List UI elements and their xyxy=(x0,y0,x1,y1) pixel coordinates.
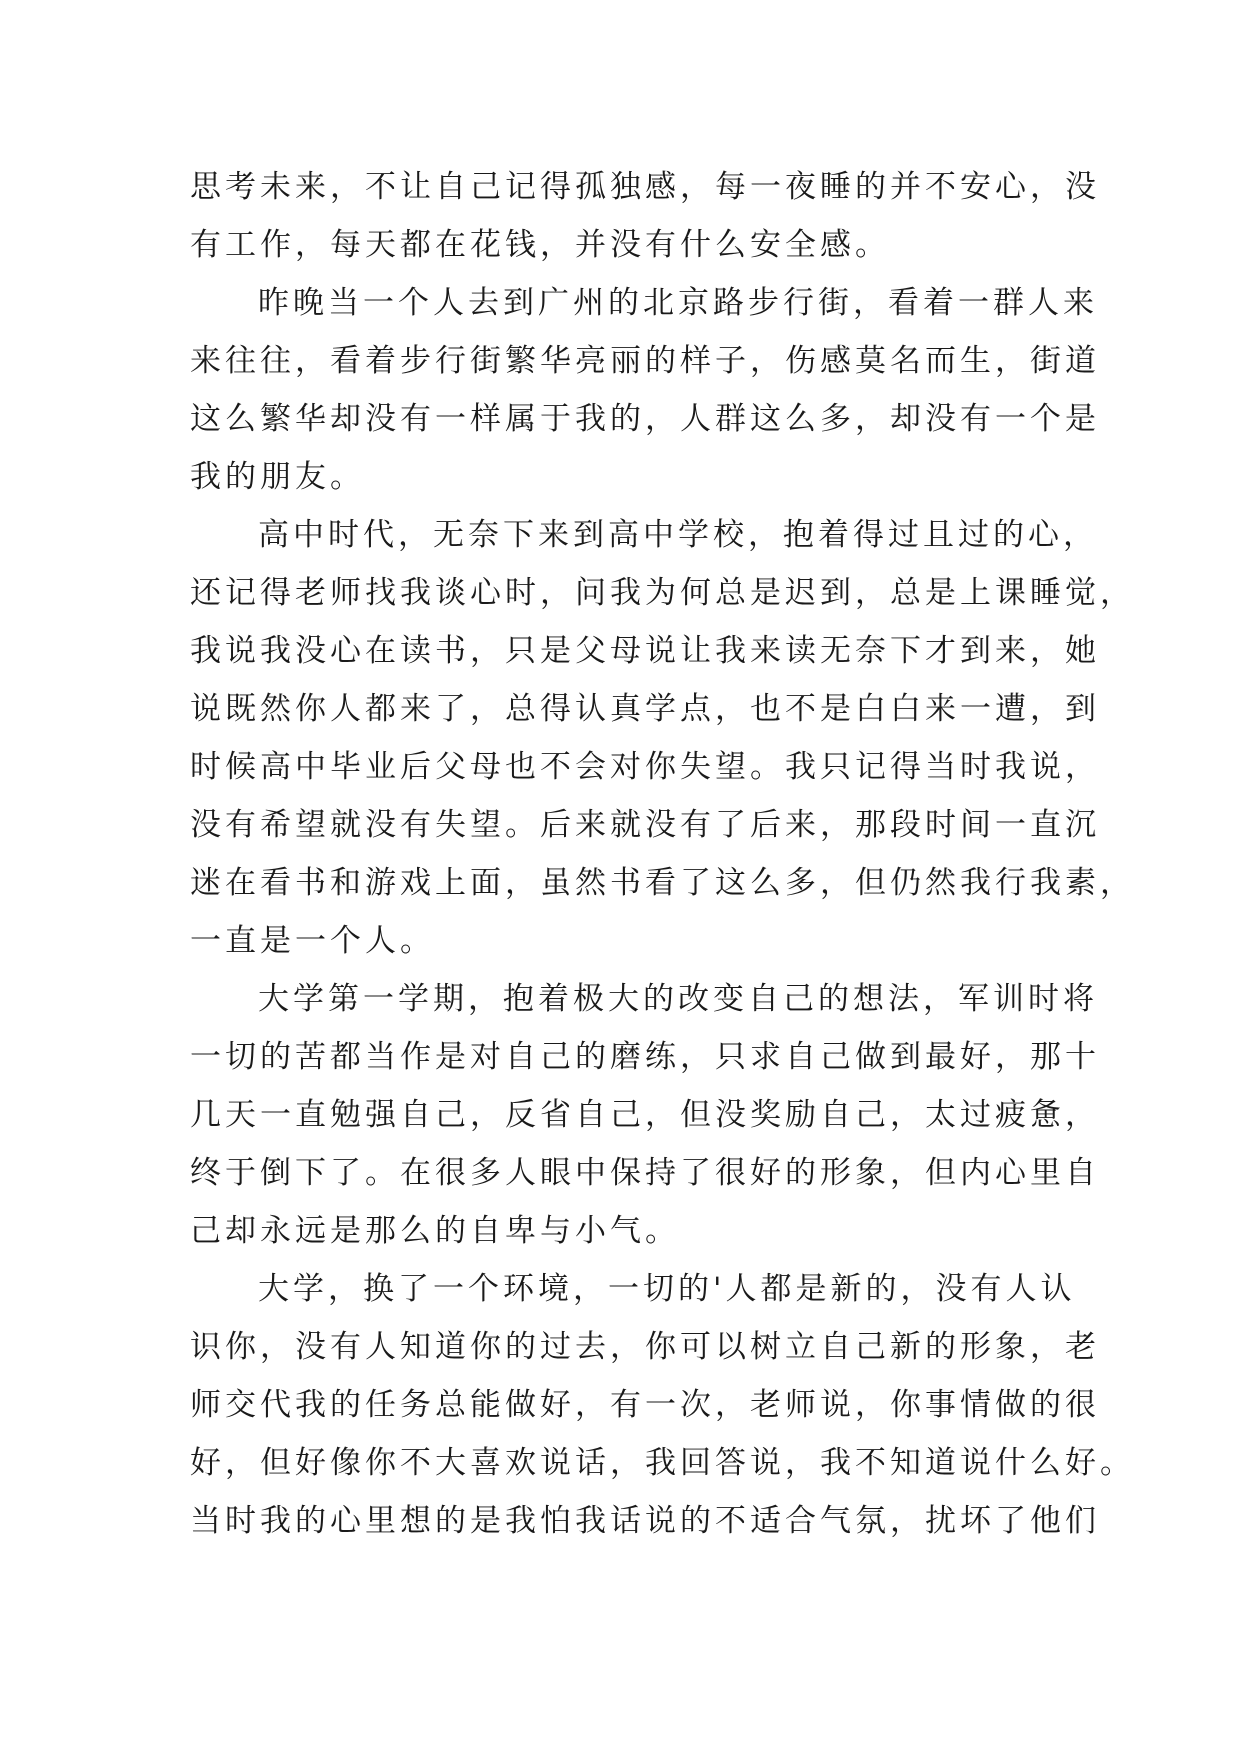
paragraph-first-line: 昨晚当一个人去到广州的北京路步行街，看着一群人来 xyxy=(258,285,1098,321)
paragraph-first-line: 大学第一学期，抱着极大的改变自己的想法，军训时将 xyxy=(258,981,1098,1017)
paragraph-first-line: 大学，换了一个环境，一切的'人都是新的，没有人认 xyxy=(258,1271,1076,1307)
document-body xyxy=(190,158,1135,1550)
text-line: 有工作，每天都在花钱，并没有什么安全感。 xyxy=(190,227,890,263)
text-line: 说既然你人都来了，总得认真学点，也不是白白来一遭，到 xyxy=(190,691,1100,727)
text-line: 思考未来，不让自己记得孤独感，每一夜睡的并不安心，没 xyxy=(190,169,1100,205)
text-line: 这么繁华却没有一样属于我的，人群这么多，却没有一个是 xyxy=(190,401,1100,437)
text-line: 我的朋友。 xyxy=(190,459,365,495)
text-line: 没有希望就没有失望。后来就没有了后来，那段时间一直沉 xyxy=(190,807,1100,843)
text-line: 师交代我的任务总能做好，有一次，老师说，你事情做的很 xyxy=(190,1387,1100,1423)
text-line: 终于倒下了。在很多人眼中保持了很好的形象，但内心里自 xyxy=(190,1155,1100,1191)
text-line: 一切的苦都当作是对自己的磨练，只求自己做到最好，那十 xyxy=(190,1039,1100,1075)
text-line: 还记得老师找我谈心时，问我为何总是迟到，总是上课睡觉， xyxy=(190,575,1135,611)
text-line: 识你，没有人知道你的过去，你可以树立自己新的形象，老 xyxy=(190,1329,1100,1365)
paragraph-first-line: 高中时代，无奈下来到高中学校，抱着得过且过的心， xyxy=(258,517,1098,553)
text-line: 我说我没心在读书，只是父母说让我来读无奈下才到来，她 xyxy=(190,633,1100,669)
text-line: 一直是一个人。 xyxy=(190,923,435,959)
text-line: 来往往，看着步行街繁华亮丽的样子，伤感莫名而生，街道 xyxy=(190,343,1100,379)
text-line: 迷在看书和游戏上面，虽然书看了这么多，但仍然我行我素， xyxy=(190,865,1135,901)
text-line: 好，但好像你不大喜欢说话，我回答说，我不知道说什么好。 xyxy=(190,1445,1135,1481)
text-line: 时候高中毕业后父母也不会对你失望。我只记得当时我说， xyxy=(190,749,1100,785)
text-line: 当时我的心里想的是我怕我话说的不适合气氛，扰坏了他们 xyxy=(190,1503,1100,1539)
text-line: 几天一直勉强自己，反省自己，但没奖励自己，太过疲惫， xyxy=(190,1097,1100,1133)
text-line: 己却永远是那么的自卑与小气。 xyxy=(190,1213,680,1249)
